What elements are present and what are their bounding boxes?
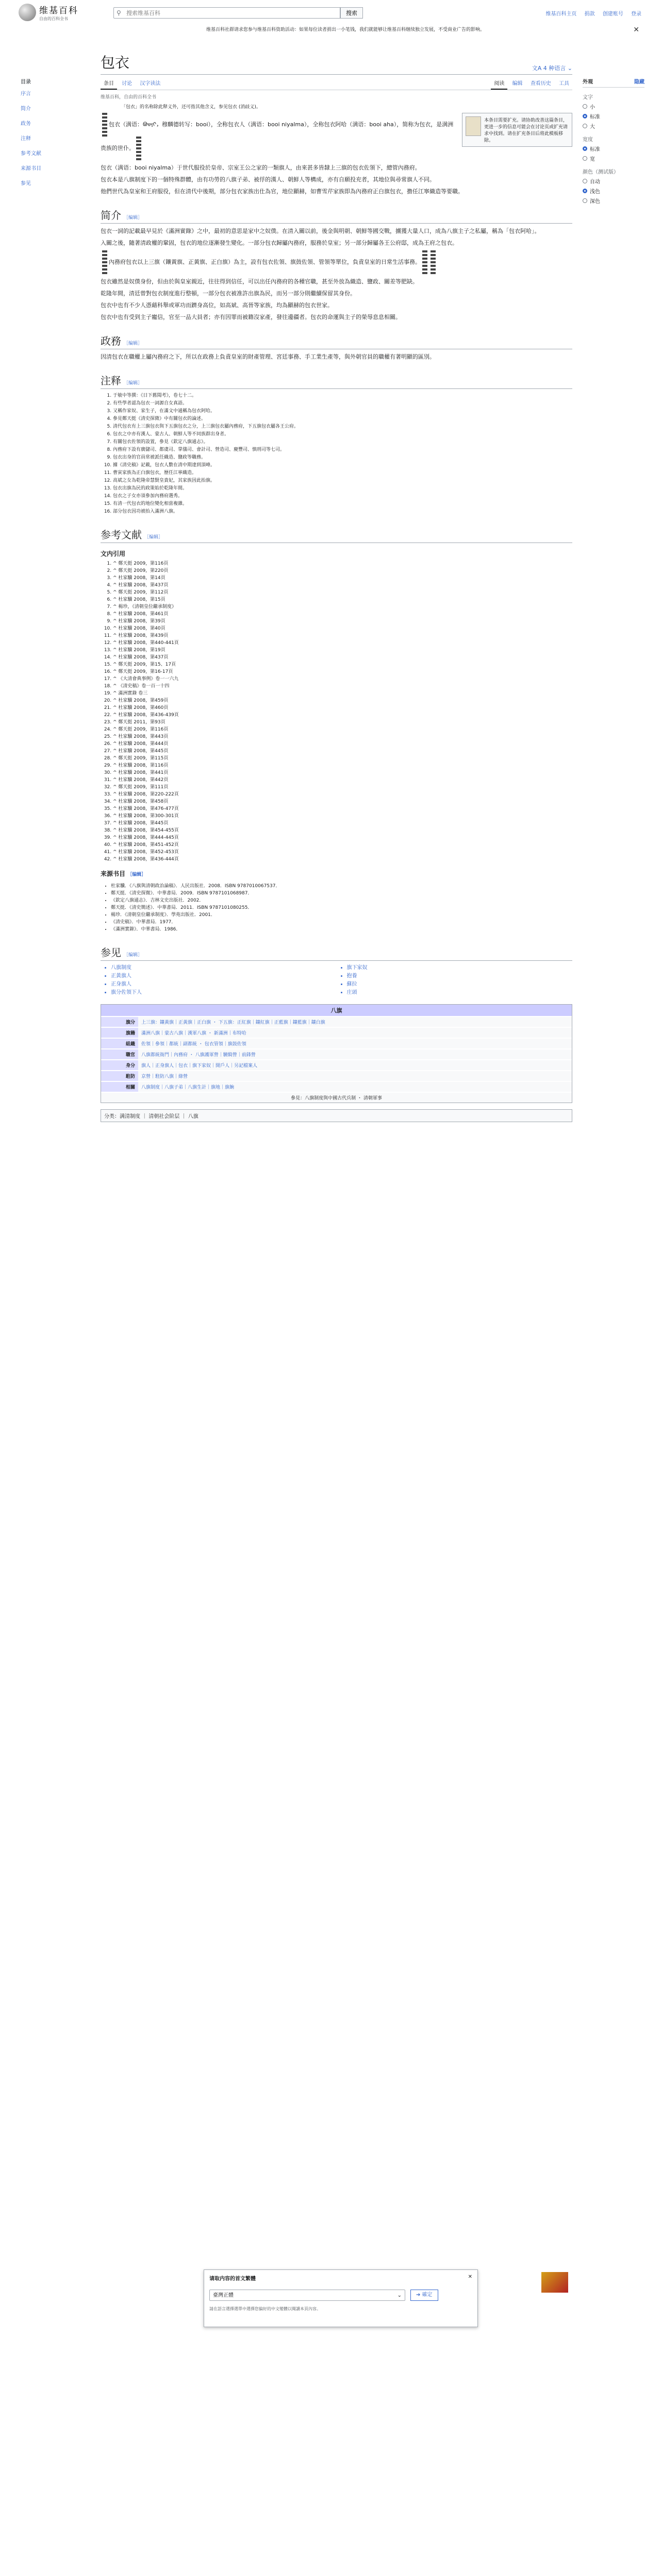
- toc-item[interactable]: 政务: [21, 121, 31, 127]
- list-item: 9. ^ 杜家驥 2008，第39頁: [113, 618, 572, 625]
- list-item: • 《欽定八旗通志》．吉林文史出版社．2002．: [111, 897, 572, 904]
- list-item: 37. ^ 杜家驥 2008，第445頁: [113, 820, 572, 827]
- text-size-small[interactable]: 小: [583, 103, 644, 110]
- lead-paragraph: 包衣本是八旗制度下的一個特殊群體，由有功勞的八旗子弟、被俘的漢人、朝鮮人等構成，亦有自願投充者，其地位與尋常旗人不同。: [101, 176, 435, 183]
- toc-item[interactable]: 参见: [21, 181, 31, 187]
- table-of-contents: [21, 77, 82, 194]
- section-heading-politics: 政務 ［编辑］: [101, 333, 572, 349]
- language-button[interactable]: 文A 4 种语言 ⌄: [532, 65, 572, 72]
- manchu-script: [422, 250, 427, 274]
- subsection-heading-sources: 来源书目 ［编辑］: [101, 870, 146, 877]
- edit-link[interactable]: ［编辑］: [124, 381, 143, 386]
- tab-talk[interactable]: 讨论: [122, 81, 133, 87]
- color-auto[interactable]: 自动: [583, 177, 644, 185]
- list-item: 42. ^ 杜家驥 2008，第436-444頁: [113, 856, 572, 863]
- list-item: 5. ^ 鄭天挺 2009，第112頁: [113, 589, 572, 596]
- list-item: 12. 高斌之女為乾隆帝慧賢皇貴妃，其家族因此抬旗。: [113, 477, 572, 484]
- navbox-row: 旗籍 滿洲八旗｜蒙古八旗｜漢軍八旗 ・ 新滿洲｜布特哈: [101, 1027, 572, 1038]
- confirm-button[interactable]: ➔ 確定: [410, 2290, 438, 2301]
- navbox-row: 身分 旗人｜正身旗人｜包衣｜旗下家奴｜開戶人｜另記檔案人: [101, 1059, 572, 1070]
- list-item: 16. ^ 鄭天挺 2009，第16-17頁: [113, 668, 572, 675]
- flag-image: [541, 2272, 568, 2293]
- list-item: 39. ^ 杜家驥 2008，第444-445頁: [113, 834, 572, 841]
- color-light[interactable]: 浅色: [583, 187, 644, 195]
- manchu-script: [136, 137, 141, 160]
- list-item: 7. ^ 楊珍，《清朝皇位繼承制度》: [113, 603, 572, 611]
- section-heading-see-also: 参见 ［编辑］: [101, 944, 572, 961]
- list-item: 21. ^ 杜家驥 2008，第460頁: [113, 704, 572, 711]
- list-item: 4. 參見鄭天挺《清史探微》中有關包衣的論述。: [113, 415, 572, 422]
- list-item: 9. 包衣出身的官員常被派任織造、鹽政等職務。: [113, 454, 572, 461]
- hatnote: 「包衣」的名称除此释义外，还可指其他含义，参见包衣 (消歧义)。: [121, 105, 261, 110]
- lead-paragraph: 包衣（满语：ᠪᠣᠣᠶᡳ，穆麟德转写：booi），全称包衣人（满语：booi niyalma），全称包衣阿哈（满语：booi aha），简称为包衣，是满洲贵族的世仆。: [101, 113, 572, 160]
- list-item: • 《滿洲實錄》．中華書局．1986．: [111, 926, 572, 933]
- manchu-script: [102, 250, 107, 274]
- body-paragraph: 內務府包衣以上三旗（鑲黃旗、正黃旗、正白旗）為主，設有包衣佐領、旗鼓佐領、管領等單位，負責皇室的日常生活事務。: [101, 250, 572, 274]
- edit-link[interactable]: ［编辑］: [124, 341, 143, 346]
- section-heading-notes: 注释 ［编辑］: [101, 372, 572, 389]
- toc-item[interactable]: 参考文献: [21, 151, 41, 157]
- edit-link[interactable]: ［编辑］: [124, 215, 143, 221]
- list-item: 7. 有關包衣佐領的設置，參見《欽定八旗通志》。: [113, 438, 572, 446]
- body-paragraph: 入關之後，隨著清政權的鞏固，包衣的地位逐漸發生變化。一部分包衣歸屬內務府，服務於皇室；另一部分歸屬各王公府邸，成為王府之包衣。: [101, 240, 458, 246]
- list-item: 2. 有些學者認為包衣一詞源自女真語。: [113, 400, 572, 407]
- user-links: [539, 9, 641, 17]
- edit-link[interactable]: ［编辑］: [127, 872, 146, 877]
- body-paragraph: 包衣一詞的記載最早見於《滿洲實錄》之中，最初的意思是家中之奴僕。在清入關以前，後金與明朝、朝鮮等國交戰，擄獲大量人口，成為八旗主子之私屬，稱為「包衣阿哈」。: [101, 228, 540, 234]
- list-item: 41. ^ 杜家驥 2008，第452-453頁: [113, 849, 572, 856]
- lead-paragraph: 包衣（满语：booi niyalma）于世代服役於皇帝、宗室王公之家的一類旗人，由來甚多皆隸上三旗的包衣佐領下，總管內務府。: [101, 164, 421, 171]
- navbox-row: 駐防 京營｜駐防八旗｜綠營: [101, 1070, 572, 1081]
- navbox-title: 八旗: [101, 1005, 572, 1016]
- hide-button[interactable]: 隐藏: [634, 79, 644, 85]
- create-account-link[interactable]: 创建账号: [602, 11, 623, 17]
- color-dark[interactable]: 深色: [583, 197, 644, 205]
- tab-variant[interactable]: 汉字读法: [140, 81, 161, 87]
- tab-read[interactable]: 阅读: [491, 77, 507, 90]
- list-item: 13. ^ 杜家驥 2008，第19頁: [113, 647, 572, 654]
- page-title: 包衣: [101, 55, 130, 71]
- variant-popup: [204, 2269, 478, 2327]
- list-item: 14. ^ 杜家驥 2008，第437頁: [113, 654, 572, 661]
- tab-edit[interactable]: 编辑: [512, 81, 523, 87]
- list-item: • 鄭天挺．《清史簡述》．中華書局．2011．ISBN 9787101080255．: [111, 904, 572, 911]
- expand-notice-text: 本条目需要扩充。请协助改善这篇条目，更进一步的信息可能会在讨论页或扩充请求中找到。请在扩充条目后将此模板移除。: [484, 118, 568, 143]
- site-notice: 维基百科社群请求您参与维基百科资助活动：如果每位读者捐出一小笔钱，我们就能够让维基百科继续独立发展，不受商业广告的影响。: [206, 27, 485, 32]
- list-item: 11. 曹寅家族為正白旗包衣，歷任江寧織造。: [113, 469, 572, 477]
- text-size-standard[interactable]: 标准: [583, 112, 644, 120]
- list-item: 33. ^ 杜家驥 2008，第220-222頁: [113, 791, 572, 798]
- manchu-script: [431, 250, 436, 274]
- notice-icon: [466, 116, 481, 136]
- list-item: 16. 部分包衣因功被抬入滿洲八旗。: [113, 508, 572, 515]
- navbox-row: 相關 八旗制度｜八旗子弟｜八旗生計｜旗地｜旗餉: [101, 1081, 572, 1092]
- lead-paragraph: 他們世代為皇室和王府服役，但在清代中後期，部分包衣家族出仕為官，地位顯赫，如曹雪芹家族即為內務府正白旗包衣，擔任江寧織造等要職。: [101, 188, 464, 195]
- list-item: 4. ^ 杜家驥 2008，第437頁: [113, 582, 572, 589]
- list-item: 3. ^ 杜家驥 2008，第14頁: [113, 574, 572, 582]
- list-item: 25. ^ 杜家驥 2008，第443頁: [113, 733, 572, 740]
- list-item: 1. 于敏中等撰：《日下舊聞考》，卷七十二。: [113, 392, 572, 399]
- close-icon[interactable]: ✕: [468, 2274, 472, 2280]
- color-label: 颜色（测试版）: [583, 170, 619, 175]
- list-item: 15. ^ 鄭天挺 2009，第15、17頁: [113, 661, 572, 668]
- navbox-row: 組織 佐領｜參領｜都統｜副都統 ・ 包衣管領｜旗鼓佐領: [101, 1038, 572, 1048]
- list-item: 11. ^ 杜家驥 2008，第439頁: [113, 632, 572, 639]
- list-item: 1. ^ 鄭天挺 2009，第116頁: [113, 560, 572, 567]
- list-item: 10. 據《清史稿》記載，包衣人數在清中期達到頂峰。: [113, 462, 572, 469]
- list-item: • 杜家驥．《八旗與清朝政治論稿》．人民出版社．2008．ISBN 9787010067537．: [111, 883, 572, 890]
- tab-tools[interactable]: 工具: [559, 81, 569, 87]
- section-heading-intro: 简介 ［编辑］: [101, 207, 572, 224]
- list-item: 17. ^ 《大清會典事例》卷一一六九: [113, 675, 572, 683]
- list-item: 15. 有清一代包衣的地位變化相當複雜。: [113, 500, 572, 507]
- list-item: 8. 內務府下設有廣儲司、都虞司、掌儀司、會計司、營造司、慶豐司、慎刑司等七司。: [113, 446, 572, 453]
- list-item: 40. ^ 杜家驥 2008，第451-452頁: [113, 841, 572, 849]
- edit-link[interactable]: ［编辑］: [124, 953, 143, 958]
- notes-list: [113, 392, 572, 515]
- logo-subtitle: 自由的百科全书: [39, 16, 68, 21]
- text-size-large[interactable]: 大: [583, 122, 644, 130]
- list-item[interactable]: • 蘇拉: [347, 980, 573, 989]
- text-size-label: 文字: [583, 95, 593, 100]
- globe-icon: [19, 4, 36, 21]
- list-item: • 楊珍．《清朝皇位繼承制度》．學苑出版社．2001．: [111, 911, 572, 919]
- popup-title: 请取内容的首文繁體: [209, 2276, 256, 2282]
- tagline: 维基百科，自由的百科全书: [101, 95, 157, 100]
- search-button[interactable]: 搜索: [340, 7, 363, 19]
- width-label: 宽度: [583, 137, 593, 143]
- list-item: 22. ^ 杜家驥 2008，第436-439頁: [113, 711, 572, 719]
- list-item: 36. ^ 杜家驥 2008，第300-301頁: [113, 812, 572, 820]
- list-item: 26. ^ 杜家驥 2008，第444頁: [113, 740, 572, 748]
- see-also-list: [101, 964, 572, 997]
- close-icon[interactable]: ✕: [633, 26, 639, 34]
- section-heading-references: 参考文献 ［编辑］: [101, 527, 572, 543]
- toc-item[interactable]: 来源书目: [21, 166, 41, 172]
- body-paragraph: 包衣中也有受到主子寵信，官至一品大員者；亦有因罪而被籍沒家產，發往邊疆者。包衣的命運與主子的榮辱息息相關。: [101, 314, 401, 320]
- body-paragraph: 包衣中也有不少人憑藉科舉或軍功而躋身高位，如高斌、高晉等家族，均為顯赫的包衣世家。: [101, 302, 333, 309]
- tab-article[interactable]: 条目: [101, 77, 117, 90]
- edit-link[interactable]: ［编辑］: [144, 535, 163, 540]
- list-item: 6. ^ 杜家驥 2008，第15頁: [113, 596, 572, 603]
- list-item: 24. ^ 鄭天挺 2009，第116頁: [113, 726, 572, 733]
- list-item[interactable]: • 抱養: [347, 972, 573, 980]
- appearance-title: 外观: [583, 79, 593, 85]
- list-item: 20. ^ 杜家驥 2008，第459頁: [113, 697, 572, 704]
- sources-list: [101, 883, 572, 933]
- toc-item[interactable]: 序言: [21, 91, 31, 97]
- list-item: 19. ^ 滿洲實錄 卷三: [113, 690, 572, 697]
- list-item[interactable]: • 庄頭: [347, 989, 573, 997]
- body-paragraph: 因清包衣在職權上屬內務府之下，所以在政務上負責皇室的財產管理、宮廷事務、手工業生產等，與外朝官員的職權有著明顯的區別。: [101, 353, 435, 360]
- list-item: 14. 包衣之子女亦須參加內務府選秀。: [113, 493, 572, 500]
- body-paragraph: 乾隆年間，清廷曾對包衣制度進行整頓，一部分包衣被准許出旗為民，而另一部分則繼續保留其身份。: [101, 290, 356, 297]
- list-item: 8. ^ 杜家驥 2008，第461頁: [113, 611, 572, 618]
- list-item: 18. ^ 《清史稿》卷一百一十四: [113, 683, 572, 690]
- list-item: 12. ^ 杜家驥 2008，第440-441頁: [113, 639, 572, 647]
- tab-history[interactable]: 查看历史: [530, 81, 551, 87]
- navbox-footer: 參見：八旗制度與中國古代兵制 ・ 清朝軍事: [101, 1092, 572, 1103]
- list-item[interactable]: • 旗分佐領下人: [111, 989, 337, 997]
- category-bar[interactable]: 分类：满清制度 ｜ 清朝社会阶层 ｜ 八旗: [101, 1109, 572, 1122]
- navbox-row: 旗分 上三旗：鑲黃旗｜正黃旗｜正白旗 ・ 下五旗：正紅旗｜鑲紅旗｜正藍旗｜鑲藍旗｜鑲白旗: [101, 1016, 572, 1027]
- list-item[interactable]: • 八旗制度: [111, 964, 337, 972]
- search-icon: ⚲: [117, 9, 121, 16]
- list-item: 6. 包衣之中亦有漢人、蒙古人、朝鮮人等不同族群出身者。: [113, 431, 572, 438]
- home-link[interactable]: 维基百科主页: [545, 11, 577, 17]
- site-header: [0, 0, 662, 25]
- list-item: 34. ^ 杜家驥 2008，第458頁: [113, 798, 572, 805]
- body-paragraph: 包衣雖然是奴僕身份，但由於與皇室親近，往往得到信任，可以出任內務府的各種官職，甚至外放為織造、鹽政、關差等肥缺。: [101, 278, 418, 285]
- navbox: [101, 1004, 572, 1103]
- manchu-script: [102, 113, 107, 137]
- search-form: [113, 7, 363, 19]
- variant-select[interactable]: 臺灣正體 ⌄: [209, 2290, 405, 2301]
- list-item[interactable]: • 正身旗人: [111, 980, 337, 989]
- list-item: 32. ^ 鄭天挺 2009，第111頁: [113, 784, 572, 791]
- appearance-panel: [583, 77, 644, 207]
- list-item: 10. ^ 杜家驥 2008，第40頁: [113, 625, 572, 632]
- list-item: 28. ^ 鄭天挺 2009，第115頁: [113, 755, 572, 762]
- navbox-row: 職官 八旗都統衙門｜內務府 ・ 八旗護軍營｜驍騎營｜前鋒營: [101, 1048, 572, 1059]
- list-item: 23. ^ 鄭天挺 2011，第93頁: [113, 719, 572, 726]
- list-item: 29. ^ 杜家驥 2008，第116頁: [113, 762, 572, 769]
- list-item: 38. ^ 杜家驥 2008，第454-455頁: [113, 827, 572, 834]
- list-item: • 鄭天挺．《清史探微》．中華書局．2009．ISBN 9787101068987．: [111, 890, 572, 897]
- popup-note: 請在語言選擇選單中選擇您偏好的中文變體以閱讀本頁內容。: [209, 2307, 321, 2311]
- list-item: 5. 清代包衣有上三旗包衣與下五旗包衣之分，上三旗包衣屬內務府，下五旗包衣屬各王公府。: [113, 423, 572, 430]
- donate-link[interactable]: 捐款: [584, 11, 595, 17]
- list-item: 2. ^ 鄭天挺 2009，第220頁: [113, 567, 572, 574]
- width-wide[interactable]: 宽: [583, 155, 644, 162]
- list-item: 27. ^ 杜家驥 2008，第445頁: [113, 748, 572, 755]
- list-item: 30. ^ 杜家驥 2008，第441頁: [113, 769, 572, 776]
- list-item: 13. 包衣出旗為民的政策始於乾隆年間。: [113, 485, 572, 492]
- chevron-down-icon: ⌄: [397, 2293, 402, 2298]
- expand-notice: [462, 113, 572, 147]
- references-list: [113, 560, 572, 863]
- toc-title: 目录: [21, 79, 31, 85]
- list-item: 3. 又稱作家奴、家生子，在滿文中通稱為包衣阿哈。: [113, 408, 572, 415]
- logo-title: 维基百科: [39, 6, 78, 16]
- subsection-heading: 文内引用: [101, 550, 126, 557]
- site-logo[interactable]: [19, 3, 78, 22]
- toc-item[interactable]: 简介: [21, 106, 31, 112]
- list-item[interactable]: • 正黃旗人: [111, 972, 337, 980]
- list-item: 31. ^ 杜家驥 2008，第442頁: [113, 776, 572, 784]
- toc-item[interactable]: 注释: [21, 136, 31, 142]
- article-content: [101, 52, 572, 1122]
- width-standard[interactable]: 标准: [583, 145, 644, 152]
- search-input[interactable]: [113, 7, 340, 19]
- list-item: 35. ^ 杜家驥 2008，第476-477頁: [113, 805, 572, 812]
- page-tabs: [101, 77, 572, 90]
- login-link[interactable]: 登录: [631, 11, 641, 17]
- list-item: • 《清史稿》．中華書局．1977．: [111, 919, 572, 926]
- list-item[interactable]: • 旗下家奴: [347, 964, 573, 972]
